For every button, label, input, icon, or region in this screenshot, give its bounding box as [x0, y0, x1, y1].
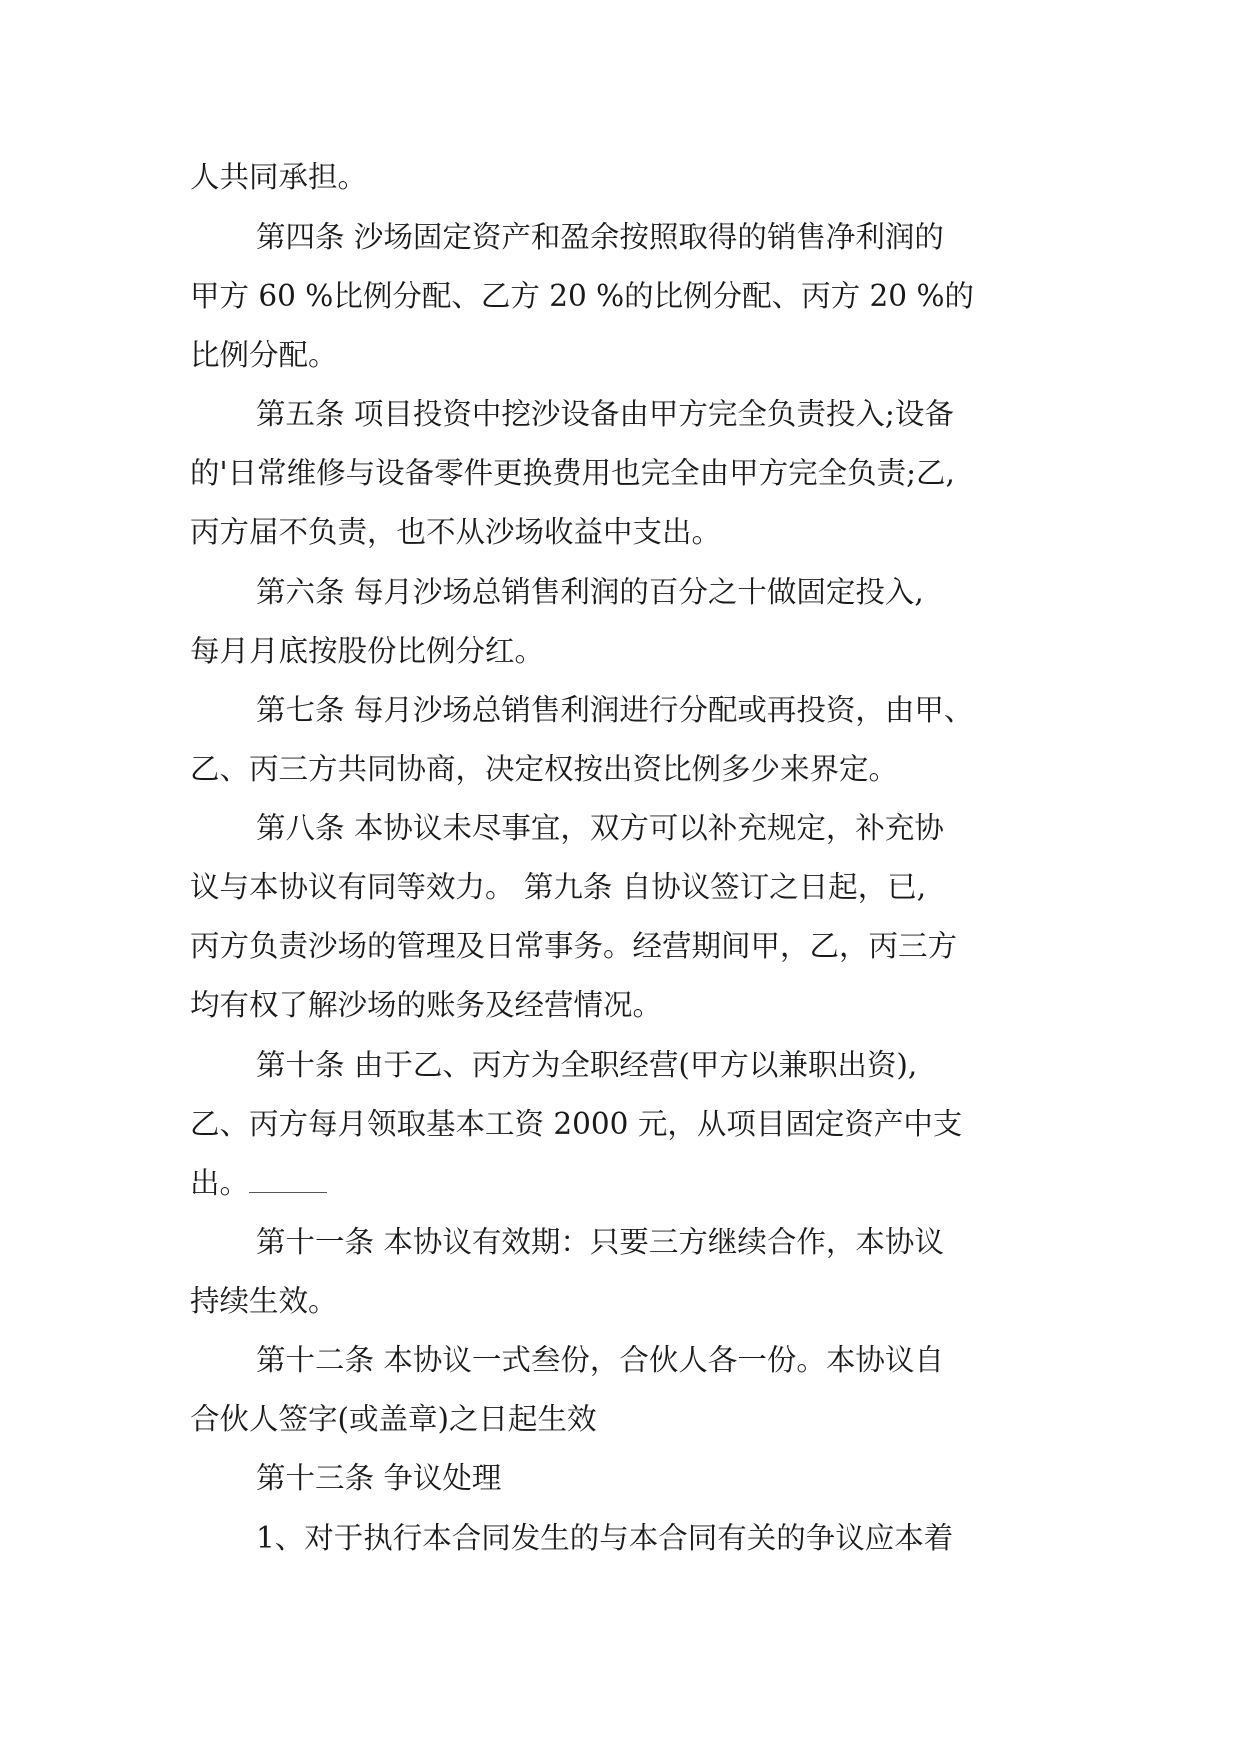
blank-underline: [249, 1174, 327, 1193]
text-line: 合伙人签字(或盖章)之日起生效: [190, 1402, 597, 1436]
text-line: 乙、丙方每月领取基本工资 2000 元，从项目固定资产中支: [190, 1107, 963, 1141]
text-line: 第六条 每月沙场总销售利润的百分之十做固定投入,: [256, 575, 924, 609]
text-line: 第十一条 本协议有效期：只要三方继续合作，本协议: [256, 1225, 944, 1259]
text-line: 丙方届不负责，也不从沙场收益中支出。: [190, 515, 722, 549]
text-line: 持续生效。: [190, 1284, 338, 1318]
text-line: 乙、丙三方共同协商，决定权按出资比例多少来界定。: [190, 752, 899, 786]
text-line: 第五条 项目投资中挖沙设备由甲方完全负责投入;设备: [256, 397, 954, 431]
text-line: 甲方 60 %比例分配、乙方 20 %的比例分配、丙方 20 %的: [190, 279, 974, 313]
text-line: 议与本协议有同等效力。 第九条 自协议签订之日起，已,: [190, 870, 927, 904]
text-line: 第四条 沙场固定资产和盈余按照取得的销售净利润的: [256, 220, 944, 254]
text-line: 丙方负责沙场的管理及日常事务。经营期间甲，乙，丙三方: [190, 929, 958, 963]
text-line: 第十三条 争议处理: [256, 1461, 502, 1495]
text-line: 每月月底按股份比例分红。: [190, 634, 545, 668]
text-line: 均有权了解沙场的账务及经营情况。: [190, 988, 663, 1022]
text-line: 1、对于执行本合同发生的与本合同有关的争议应本着: [256, 1521, 954, 1555]
text-line: 第八条 本协议未尽事宜，双方可以补充规定，补充协: [256, 811, 944, 845]
text-line: 比例分配。: [190, 338, 338, 372]
text-line: 第十条 由于乙、丙方为全职经营(甲方以兼职出资),: [256, 1048, 918, 1082]
text-line: 第七条 每月沙场总销售利润进行分配或再投资，由甲、: [256, 693, 974, 727]
text-line: 人共同承担。: [190, 160, 368, 194]
text-line: 出。: [190, 1159, 1070, 1207]
text-line: 第十二条 本协议一式叁份，合伙人各一份。本协议自: [256, 1343, 944, 1377]
text-line: 的'日常维修与设备零件更换费用也完全由甲方完全负责;乙,: [190, 456, 955, 490]
